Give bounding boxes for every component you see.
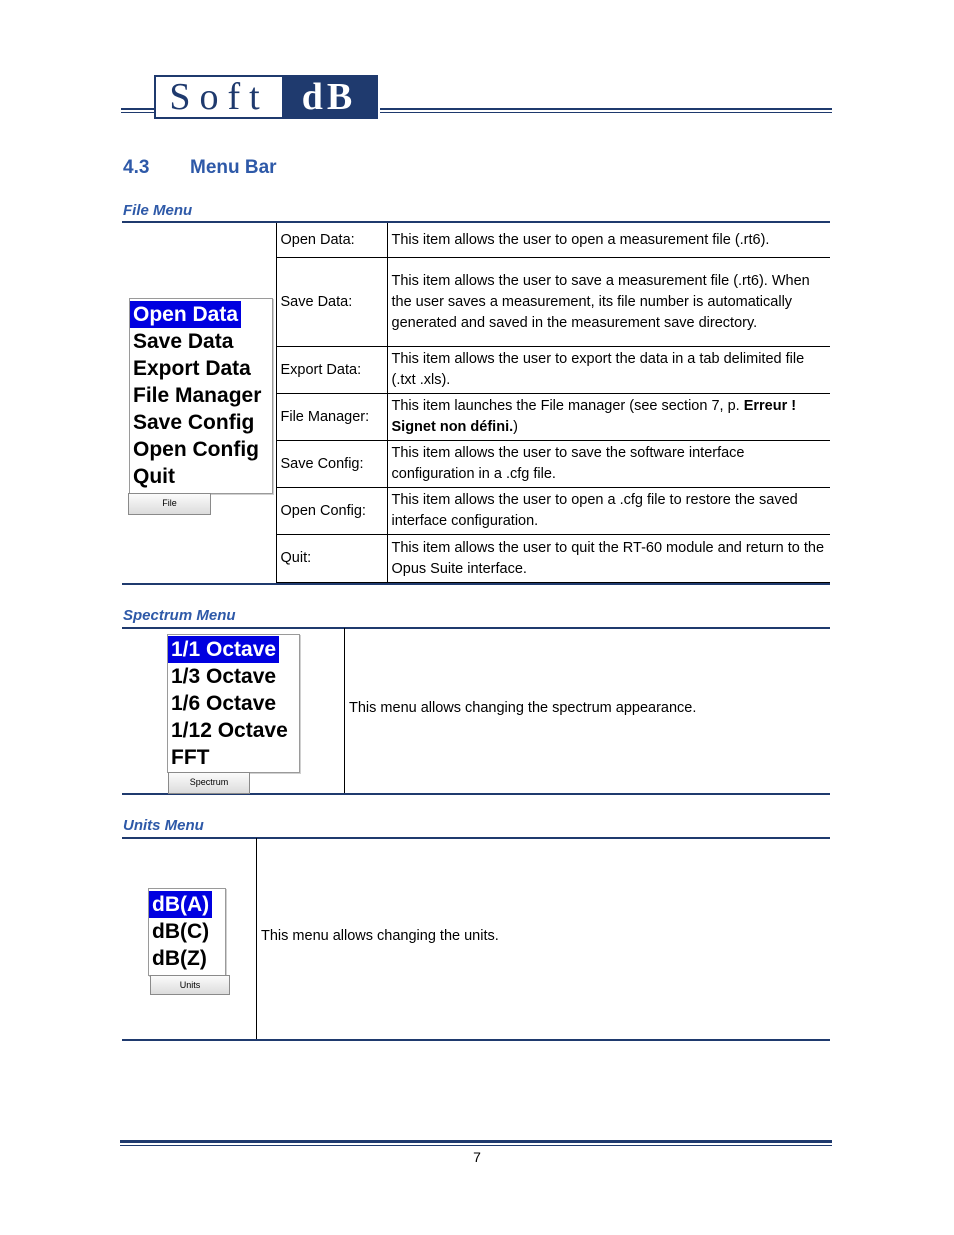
row-label: Export Data:	[276, 347, 387, 394]
row-desc	[387, 394, 830, 441]
footer-rule	[120, 1140, 832, 1143]
menu-item-save-config[interactable]: Save Config	[133, 411, 255, 434]
spectrum-top-rule	[122, 627, 830, 629]
section-title: Menu Bar	[190, 157, 277, 178]
softdb-logo	[154, 75, 378, 119]
units-bottom-rule	[122, 1039, 830, 1041]
row-desc: This item allows the user to quit the RT-60 module and return to the Opus Suite interface.	[387, 535, 830, 583]
logo-soft-text: Soft	[156, 77, 282, 117]
spectrum-divider	[344, 628, 345, 793]
row-desc: This item allows the user to open a .cfg file to restore the saved interface configuration.	[387, 488, 830, 535]
menu-item-1-3-octave[interactable]: 1/3 Octave	[171, 665, 277, 688]
units-divider	[256, 838, 257, 1039]
menu-item-dbc[interactable]: dB(C)	[152, 920, 210, 943]
row-label: Save Config:	[276, 441, 387, 488]
menu-item-export-data[interactable]: Export Data	[133, 357, 251, 380]
section-number: 4.3	[123, 157, 150, 178]
desc-bold: Erreur ! Signet non défini.	[391, 398, 797, 435]
menu-item-open-data[interactable]: Open Data	[130, 301, 272, 328]
units-menu-title: Units Menu	[123, 817, 204, 834]
row-desc: This item allows the user to export the data in a tab delimited file (.txt .xls).	[387, 347, 830, 394]
file-table-bottom-rule	[122, 583, 830, 585]
file-table-top-rule	[122, 221, 830, 223]
menu-item-1-1-octave[interactable]: 1/1 Octave	[168, 636, 299, 663]
row-desc: This item allows the user to save a measurement file (.rt6). When the user saves a measurement, its file number is automatically generated and saved in the measurement save directory.	[387, 258, 830, 347]
units-top-rule	[122, 837, 830, 839]
page-number: 7	[473, 1149, 481, 1165]
menu-item-fft[interactable]: FFT	[171, 746, 210, 769]
row-label: Save Data:	[276, 258, 387, 347]
menu-item-quit[interactable]: Quit	[133, 465, 175, 488]
row-label: Open Data:	[276, 223, 387, 258]
units-menu-button[interactable]: Units	[150, 975, 230, 995]
menu-item-1-12-octave[interactable]: 1/12 Octave	[171, 719, 288, 742]
desc-post: )	[513, 419, 518, 435]
row-label: Open Config:	[276, 488, 387, 535]
file-menu-title: File Menu	[123, 202, 193, 219]
menu-item-dba[interactable]: dB(A)	[149, 891, 225, 918]
menu-item-1-6-octave[interactable]: 1/6 Octave	[171, 692, 277, 715]
spectrum-popup-menu	[167, 634, 300, 773]
row-label: File Manager:	[276, 394, 387, 441]
menu-item-dbz[interactable]: dB(Z)	[152, 947, 207, 970]
file-popup-menu	[129, 298, 273, 494]
units-menu-desc: This menu allows changing the units.	[261, 928, 499, 944]
footer-rule-thin	[120, 1145, 832, 1146]
menu-item-open-config[interactable]: Open Config	[133, 438, 259, 461]
logo-db-text: dB	[282, 77, 376, 117]
spectrum-menu-title: Spectrum Menu	[123, 607, 236, 624]
header-rule-left	[121, 108, 154, 113]
row-desc: This item allows the user to open a measurement file (.rt6).	[387, 223, 830, 258]
file-menu-button[interactable]: File	[128, 493, 211, 515]
row-label: Quit:	[276, 535, 387, 583]
spectrum-menu-desc: This menu allows changing the spectrum appearance.	[349, 700, 697, 716]
spectrum-menu-button[interactable]: Spectrum	[168, 772, 250, 794]
units-popup-menu	[148, 888, 226, 976]
section-heading	[123, 157, 277, 179]
menu-item-file-manager[interactable]: File Manager	[133, 384, 262, 407]
desc-pre: This item launches the File manager (see section 7, p.	[391, 398, 744, 414]
row-desc: This item allows the user to save the software interface configuration in a .cfg file.	[387, 441, 830, 488]
header-rule-right	[380, 108, 832, 113]
table-row	[122, 223, 830, 258]
menu-item-save-data[interactable]: Save Data	[133, 330, 234, 353]
